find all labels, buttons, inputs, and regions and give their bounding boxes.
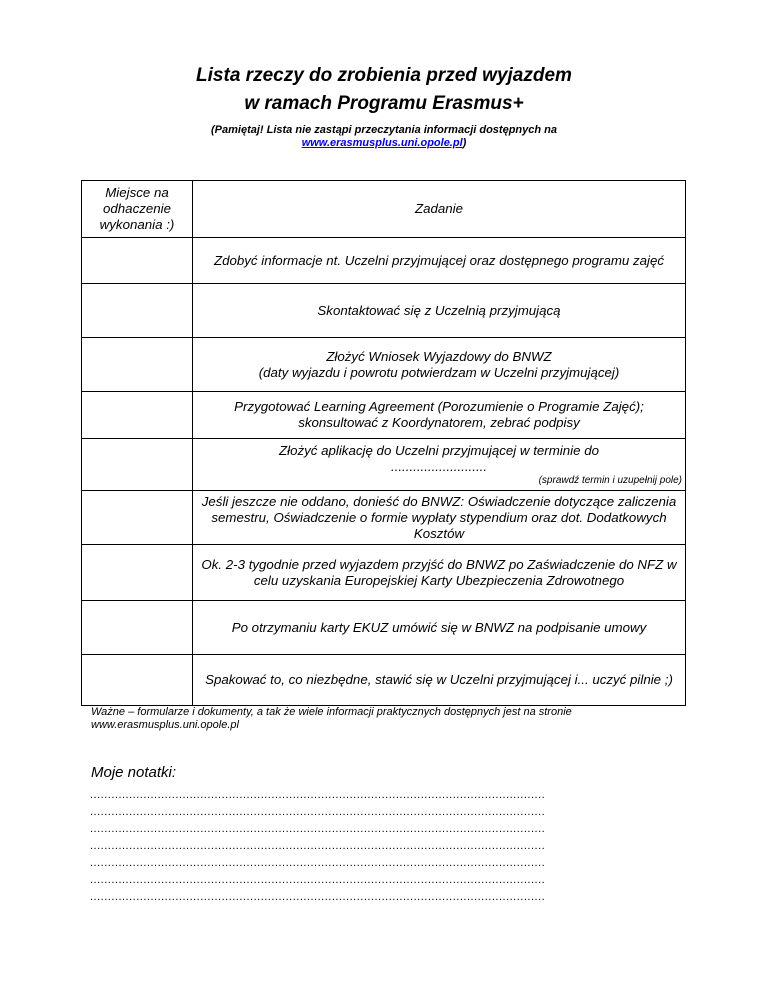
notes-heading: Moje notatki: bbox=[91, 764, 177, 781]
notes-line[interactable]: ................................................................................................................................ bbox=[90, 857, 546, 869]
task-cell: Jeśli jeszcze nie oddano, donieść do BNWZ: Oświadczenie dotyczące zaliczenia semestru, Oświadczenie o formie wypłaty stypendium oraz dot. Dodatkowych Kosztów bbox=[193, 491, 686, 545]
table-row bbox=[82, 392, 686, 439]
notes-line[interactable]: ................................................................................................................................ bbox=[90, 891, 546, 903]
table-row bbox=[82, 601, 686, 655]
reminder-note-link-line bbox=[0, 137, 768, 150]
task-cell: Zdobyć informacje nt. Uczelni przyjmującej oraz dostępnego programu zajęć bbox=[193, 238, 686, 284]
header-task-cell: Zadanie bbox=[193, 181, 686, 238]
checkbox-cell[interactable] bbox=[82, 392, 193, 439]
notes-line[interactable]: ................................................................................................................................ bbox=[90, 823, 546, 835]
table-row bbox=[82, 545, 686, 601]
task-checklist-table bbox=[81, 180, 686, 706]
checkbox-cell[interactable] bbox=[82, 284, 193, 338]
table-header-row bbox=[82, 181, 686, 238]
page-title-line-2: w ramach Programu Erasmus+ bbox=[244, 93, 524, 114]
footer-note: Ważne – formularze i dokumenty, a tak że wiele informacji praktycznych dostępnych jest na stronie www.erasmusplus.uni.opole.pl bbox=[91, 706, 572, 731]
task-cell: Po otrzymaniu karty EKUZ umówić się w BNWZ na podpisanie umowy bbox=[193, 601, 686, 655]
checkbox-cell[interactable] bbox=[82, 545, 193, 601]
task-subtext: (daty wyjazdu i powrotu potwierdzam w Uczelni przyjmującej) bbox=[258, 364, 620, 380]
reminder-note: (Pamiętaj! Lista nie zastąpi przeczytania informacji dostępnych na bbox=[211, 124, 557, 136]
checkbox-cell[interactable] bbox=[82, 601, 193, 655]
header-check-label: Miejsce na odhaczenie wykonania :) bbox=[99, 185, 175, 232]
table-row bbox=[82, 338, 686, 392]
task-text: Złożyć aplikację do Uczelni przyjmującej w terminie do bbox=[279, 442, 599, 458]
erasmus-website-link[interactable]: www.erasmusplus.uni.opole.pl bbox=[301, 137, 463, 149]
task-text: Złożyć Wniosek Wyjazdowy do BNWZ bbox=[326, 348, 552, 364]
table-row bbox=[82, 491, 686, 545]
table-row bbox=[82, 655, 686, 706]
notes-line[interactable]: ................................................................................................................................ bbox=[90, 840, 546, 852]
table-row bbox=[82, 284, 686, 338]
task-cell: Przygotować Learning Agreement (Porozumienie o Programie Zajęć); skonsultować z Koordynatorem, zebrać podpisy bbox=[193, 392, 686, 439]
checkbox-cell[interactable] bbox=[82, 238, 193, 284]
table-row bbox=[82, 439, 686, 491]
checkbox-cell[interactable] bbox=[82, 338, 193, 392]
task-cell bbox=[193, 439, 686, 491]
checkbox-cell[interactable] bbox=[82, 491, 193, 545]
deadline-blank: .......................... bbox=[390, 458, 488, 474]
notes-line[interactable]: ................................................................................................................................ bbox=[90, 789, 546, 801]
header-check-cell bbox=[82, 181, 193, 238]
notes-line[interactable]: ................................................................................................................................ bbox=[90, 874, 546, 886]
checkbox-cell[interactable] bbox=[82, 655, 193, 706]
notes-line[interactable]: ................................................................................................................................ bbox=[90, 806, 546, 818]
task-cell bbox=[193, 338, 686, 392]
checkbox-cell[interactable] bbox=[82, 439, 193, 491]
task-cell: Ok. 2-3 tygodnie przed wyjazdem przyjść do BNWZ po Zaświadczenie do NFZ w celu uzyskania Europejskiej Karty Ubezpieczenia Zdrowotnego bbox=[193, 545, 686, 601]
task-cell: Spakować to, co niezbędne, stawić się w Uczelni przyjmującej i... uczyć pilnie ;) bbox=[193, 655, 686, 706]
deadline-hint: (sprawdź termin i uzupełnij pole) bbox=[538, 474, 682, 486]
page-title-line-1: Lista rzeczy do zrobienia przed wyjazdem bbox=[196, 65, 572, 86]
table-row bbox=[82, 238, 686, 284]
task-cell: Skontaktować się z Uczelnią przyjmującą bbox=[193, 284, 686, 338]
reminder-note-close: ) bbox=[462, 137, 467, 149]
